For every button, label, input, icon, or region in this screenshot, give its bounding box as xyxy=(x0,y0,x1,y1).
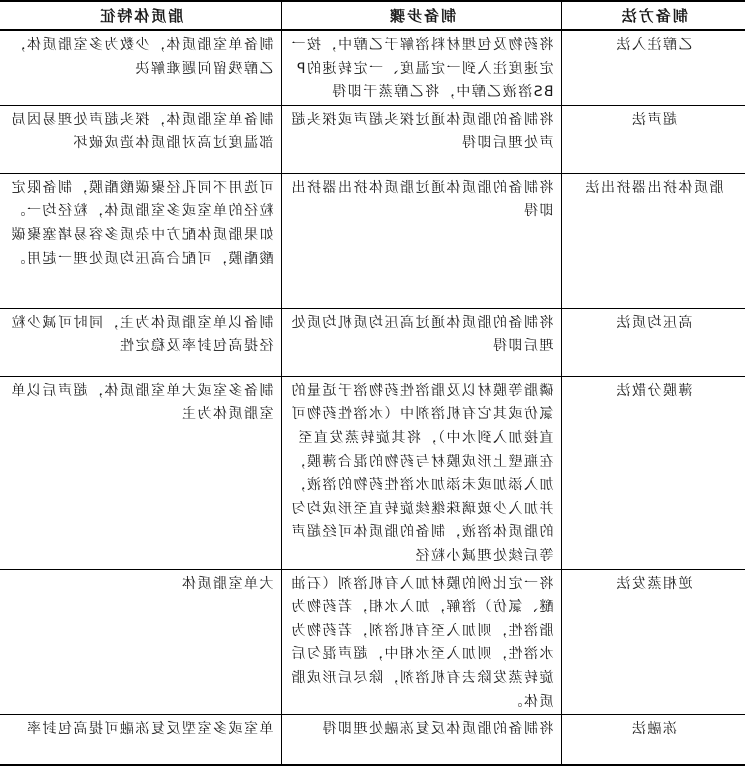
header-features: 脂质体特征 xyxy=(0,1,282,30)
table-header-row xyxy=(0,1,745,30)
cell-steps: 磷脂等膜材以及脂溶性药物溶于适量的氯仿或其它有机溶剂中（水溶性药物可直接加入到水中），将其旋转蒸发直至在瓶壁上形成膜材与药物的混合薄膜，加入添加或未添加水溶性药物的溶液，并加入少玻璃珠继续旋转直至形成均匀的脂质体溶液，制备的脂质体可经超声等后续处理减小粒径 xyxy=(282,376,562,569)
cell-steps: 将制备的脂质体反复冻融处理即得 xyxy=(282,715,562,766)
cell-features: 单室或多室型反复冻融可提高包封率 xyxy=(0,715,282,766)
table-row xyxy=(0,105,745,173)
table-row xyxy=(0,173,745,308)
cell-method: 超声法 xyxy=(562,105,745,173)
cell-steps: 将制备的脂质体通过脂质体挤出器挤出即得 xyxy=(282,173,562,308)
cell-features: 可选用不同孔径聚碳酸酯膜，制备限定粒径的单室或多室脂质体，粒径均一。如果脂质体配方中杂质多容易堵塞聚碳酸酯膜，可配合高压均质处理一起用。 xyxy=(0,173,282,308)
cell-method: 薄膜分散法 xyxy=(562,376,745,569)
cell-features: 制备单室脂质体，少数为多室脂质体，乙醇残留问题难解决 xyxy=(0,30,282,105)
cell-method: 逆相蒸发法 xyxy=(562,569,745,715)
header-steps: 制备步骤 xyxy=(282,1,562,30)
cell-method: 高压均质法 xyxy=(562,308,745,376)
cell-method: 乙醇注入法 xyxy=(562,30,745,105)
cell-method: 脂质体挤出器挤出法 xyxy=(562,173,745,308)
cell-steps: 将制备的脂质体通过高压均质机均质处理后即得 xyxy=(282,308,562,376)
table-row xyxy=(0,308,745,376)
table-row xyxy=(0,715,745,766)
cell-features: 制备以单室脂质体为主，同时可减少粒径提高包封率及稳定性 xyxy=(0,308,282,376)
table-row xyxy=(0,569,745,715)
cell-steps: 将一定比例的膜材加入有机溶剂（石油醚、氯仿）溶解，加入水相，若药物为脂溶性，则加入至有机溶剂，若药物为水溶性，则加入至水相中，超声混匀后旋转蒸发除去有机溶剂，除尽后形成脂质体。 xyxy=(282,569,562,715)
cell-method: 冻融法 xyxy=(562,715,745,766)
cell-steps: 将药物及包埋材料溶解于乙醇中，按一定速度注入到一定温度、一定转速的PBS溶液乙醇中，将乙醇蒸干即得 xyxy=(282,30,562,105)
table-row xyxy=(0,376,745,569)
cell-steps: 将制备的脂质体通过探头超声或探头超声处理后即得 xyxy=(282,105,562,173)
cell-features: 大单室脂质体 xyxy=(0,569,282,715)
header-method: 制备方法 xyxy=(562,1,745,30)
table-row xyxy=(0,30,745,105)
cell-features: 制备多室或大单室脂质体，超声后以单室脂质体为主 xyxy=(0,376,282,569)
cell-features: 制备单室脂质体，探头超声处理易因局部温度过高对脂质体造成破坏 xyxy=(0,105,282,173)
